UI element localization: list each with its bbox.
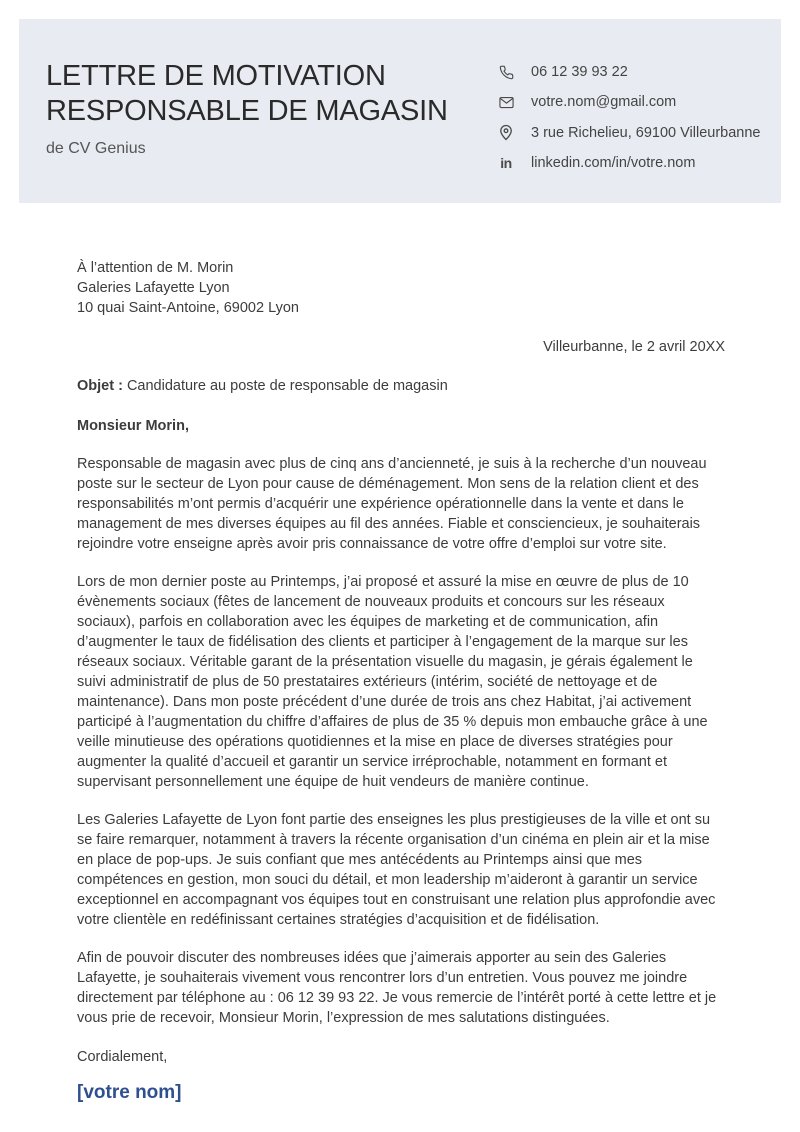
- paragraph: Responsable de magasin avec plus de cinq ans d’ancienneté, je suis à la recherche d’un nouveau poste sur le secteur de Lyon pour cause de déménagement. Mon sens de la relation client et des responsabilités m’ont permis d’acquérir une expérience opérationnelle dans la vente et dans le management de mes diverses équipes au fil des années. Fiable et consciencieux, je souhaiterais rejoindre votre enseigne après avoir pris connaissance de votre offre d’emploi sur votre site.: [77, 456, 707, 552]
- contact-block: [495, 57, 785, 178]
- salutation: Monsieur Morin,: [77, 418, 189, 434]
- address-text: 3 rue Richelieu, 69100 Villeurbanne: [531, 124, 761, 141]
- recipient-line: 10 quai Saint-Antoine, 69002 Lyon: [77, 300, 299, 316]
- contact-phone: [495, 57, 785, 87]
- contact-linkedin: [495, 148, 785, 178]
- email-text: votre.nom@gmail.com: [531, 94, 677, 111]
- title-line-2: RESPONSABLE DE MAGASIN: [46, 95, 448, 127]
- letter-body: [77, 258, 725, 1103]
- paragraph: Lors de mon dernier poste au Printemps, j’ai proposé et assuré la mise en œuvre de plus de 10 évènements sociaux (fêtes de lancement de nouveaux produits et concours sur les réseaux sociaux), parfois en collaboration avec les équipes de marketing et de communication, afin d’augmenter le taux de fidélisation des clients et participer à l’engagement de la marque sur les réseaux sociaux. Véritable garant de la présentation visuelle du magasin, je gérais également le suivi administratif de plus de 50 prestataires extérieurs (intérim, société de nettoyage et de maintenance). Dans mon poste précédent d’une durée de trois ans chez Habitat, j’ai activement participé à l’augmentation du chiffre d’affaires de plus de 35 % depuis mon embauche grâce à une veille minutieuse des opérations quotidiennes et la mise en place de diverses stratégies pour augmenter la qualité d’accueil et garantir un service irréprochable, notamment en formant et supervisant personnellement une équipe de huit vendeurs de manière continue.: [77, 574, 708, 790]
- recipient-address: [77, 258, 725, 318]
- recipient-line: Galeries Lafayette Lyon: [77, 280, 230, 296]
- linkedin-icon: in: [500, 155, 512, 172]
- location-pin-icon: [497, 124, 515, 142]
- recipient-line: À l’attention de M. Morin: [77, 260, 234, 276]
- object-label: Objet :: [77, 378, 123, 394]
- paragraph: Les Galeries Lafayette de Lyon font partie des enseignes les plus prestigieuses de la ville et ont su se faire remarquer, notamment à travers la récente organisation d’un cinéma en plein air et la mise en place de pop-ups. Je suis confiant que mes antécédents au Printemps ainsi que mes compétences en gestion, mon souci du détail, et mon leadership m’aideront à garantir un service exceptionnel en accompagnant vos équipes tout en construisant une relation plus approfondie avec votre clientèle en redéfinissant certaines stratégies d’acquisition et de fidélisation.: [77, 812, 716, 928]
- closing: Cordialement,: [77, 1049, 168, 1065]
- phone-text: 06 12 39 93 22: [531, 64, 628, 81]
- contact-email: [495, 87, 785, 117]
- paragraph: Afin de pouvoir discuter des nombreuses idées que j’aimerais apporter au sein des Galeries Lafayette, je souhaiterais vivement vous rencontrer lors d’un entretien. Vous pouvez me joindre directement par téléphone au : 06 12 39 93 22. Je vous remercie de l’intérêt porté à cette lettre et je vous prie de recevoir, Monsieur Morin, l’expression de mes salutations distinguées.: [77, 950, 717, 1026]
- contact-address: [495, 118, 785, 148]
- title-line-1: LETTRE DE MOTIVATION: [46, 60, 386, 92]
- object-text: Candidature au poste de responsable de magasin: [122, 378, 448, 394]
- mail-icon: [497, 93, 515, 111]
- page-title: [46, 59, 448, 129]
- letter-header: [19, 19, 781, 203]
- letter-date: Villeurbanne, le 2 avril 20XX: [543, 339, 725, 355]
- phone-icon: [497, 63, 515, 81]
- signature: [votre nom]: [77, 1082, 182, 1103]
- page-subtitle: de CV Genius: [46, 140, 146, 157]
- letter-object: [77, 376, 725, 396]
- linkedin-text: linkedin.com/in/votre.nom: [531, 155, 696, 172]
